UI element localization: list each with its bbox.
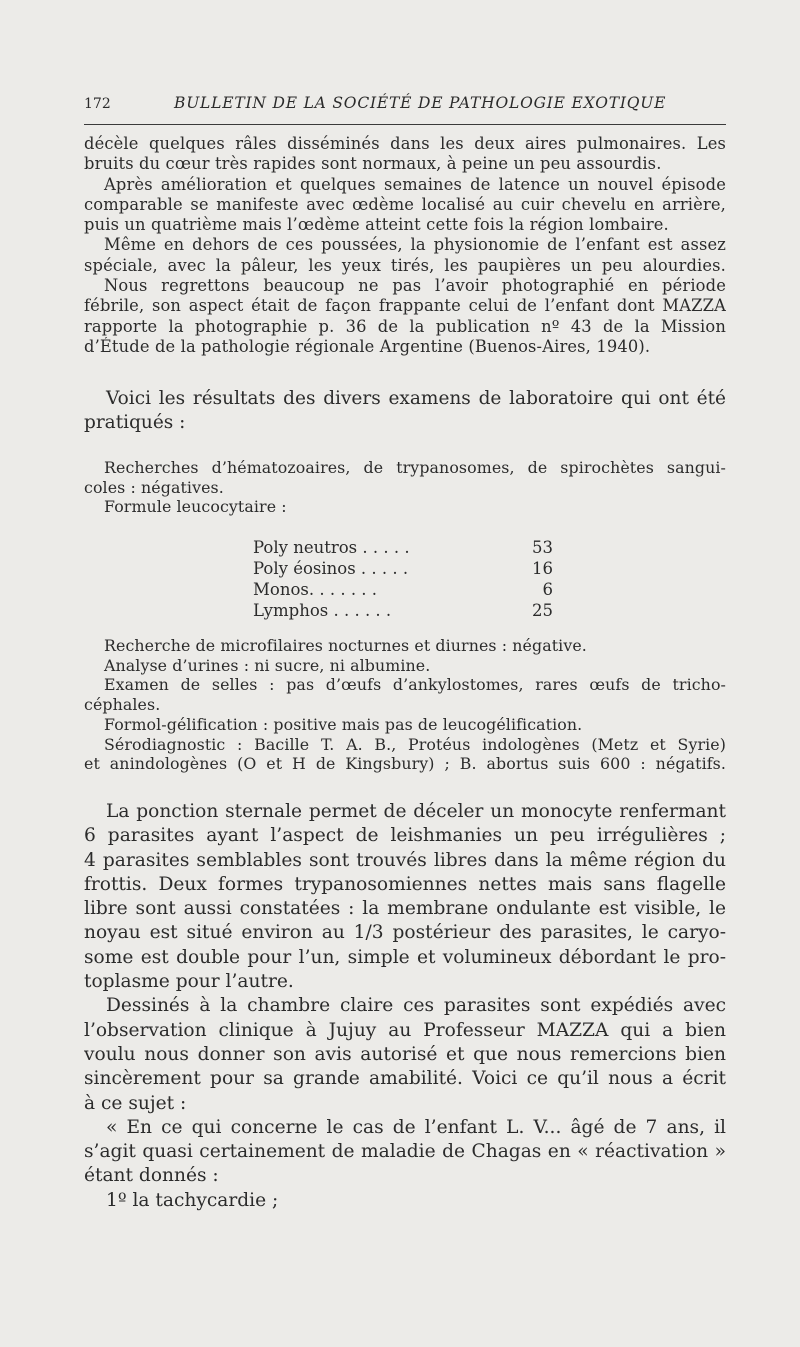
text-line: Formol-gélification : positive mais pas de leucogélification. — [104, 714, 583, 734]
page-number: 172 — [84, 96, 111, 112]
table-row — [253, 559, 553, 580]
text-line: puis un quatrième mais l’œdème atteint cette fois la région lombaire. — [84, 215, 669, 235]
text-line: bruits du cœur très rapides sont normaux, à peine un peu assourdis. — [84, 154, 662, 174]
text-line: « En ce qui concerne le cas de l’enfant L. V... âgé de 7 ans, il — [106, 1116, 726, 1138]
leukocyte-formula-table — [253, 538, 553, 622]
text-line: La ponction sternale permet de déceler un monocyte renfermant — [106, 801, 726, 822]
text-line: Voici les résultats des divers examens de laboratoire qui ont été — [106, 388, 726, 409]
text-line: noyau est situé environ au 1/3 postérieur des parasites, le caryo- — [84, 922, 726, 944]
text-line: à ce sujet : — [84, 1092, 187, 1114]
text-line: some est double pour l’un, simple et volumineux débordant le pro- — [84, 946, 726, 968]
lab-results-rest — [84, 636, 726, 774]
text-line: décèle quelques râles disséminés dans les deux aires pulmonaires. Les — [84, 134, 726, 153]
text-line: fébrile, son aspect était de façon frappante celui de l’enfant dont MAZZA — [84, 296, 726, 316]
text-line: pratiqués : — [84, 411, 186, 433]
formula-value: 53 — [532, 538, 553, 557]
formula-label: Monos. . . . . . . — [253, 580, 378, 599]
text-line: 1º la tachycardie ; — [106, 1189, 279, 1211]
text-line: Nous regrettons beaucoup ne pas l’avoir photographié en période — [104, 276, 726, 296]
text-line: Dessinés à la chambre claire ces parasites sont expédiés avec — [106, 995, 726, 1017]
text-line: s’agit quasi certainement de maladie de Chagas en « réactivation » — [84, 1141, 726, 1163]
formula-value: 16 — [532, 559, 553, 578]
formula-label: Poly neutros . . . . . — [253, 538, 410, 557]
text-line: et anindologènes (O et H de Kingsbury) ; B. abortus suis 600 : négatifs. — [84, 754, 726, 774]
text-line: voulu nous donner son avis autorisé et que nous remercions bien — [84, 1043, 726, 1065]
text-line: comparable se manifeste avec œdème localisé au cuir chevelu en arrière, — [84, 194, 726, 214]
lab-results-intro — [84, 458, 726, 517]
text-line: Même en dehors de ces poussées, la physionomie de l’enfant est assez — [104, 235, 726, 255]
paragraph-sternal-puncture — [84, 800, 726, 1213]
paragraph-lab-intro — [84, 387, 726, 435]
text-line: d’Étude de la pathologie régionale Argentine (Buenos-Aires, 1940). — [84, 336, 651, 356]
text-line: spéciale, avec la pâleur, les yeux tirés, les paupières un peu alourdies. — [84, 255, 726, 275]
text-line: rapporte la photographie p. 36 de la publication nº 43 de la Mission — [84, 316, 726, 336]
table-row — [253, 601, 553, 622]
text-line: sincèrement pour sa grande amabilité. Voici ce qu’il nous a écrit — [84, 1068, 726, 1090]
running-header — [84, 94, 726, 125]
text-line: Analyse d’urines : ni sucre, ni albumine. — [104, 655, 431, 675]
paragraph-clinical — [84, 134, 726, 357]
text-line: Formule leucocytaire : — [104, 497, 287, 517]
text-line: Sérodiagnostic : Bacille T. A. B., Protéus indologènes (Metz et Syrie) — [104, 734, 726, 754]
text-line: céphales. — [84, 695, 161, 715]
text-line: Après amélioration et quelques semaines de latence un nouvel épisode — [104, 174, 726, 194]
text-line: 6 parasites ayant l’aspect de leishmanies un peu irrégulières ; — [84, 825, 726, 847]
text-line: étant donnés : — [84, 1165, 219, 1187]
table-row — [253, 580, 553, 601]
text-line: 4 parasites semblables sont trouvés libres dans la même région du — [84, 849, 726, 871]
text-line: frottis. Deux formes trypanosomiennes nettes mais sans flagelle — [84, 873, 726, 895]
text-line: l’observation clinique à Jujuy au Professeur MAZZA qui a bien — [84, 1019, 726, 1041]
text-line: Recherche de microfilaires nocturnes et diurnes : négative. — [104, 636, 587, 655]
text-line: Recherches d’hématozoaires, de trypanosomes, de spirochètes sangui- — [104, 458, 726, 477]
text-line: Examen de selles : pas d’œufs d’ankylostomes, rares œufs de tricho- — [104, 675, 726, 695]
text-line: toplasme pour l’autre. — [84, 971, 294, 993]
journal-title: BULLETIN DE LA SOCIÉTÉ DE PATHOLOGIE EXOTIQUE — [174, 94, 667, 112]
formula-value: 25 — [532, 601, 553, 620]
formula-label: Poly éosinos . . . . . — [253, 559, 409, 578]
formula-label: Lymphos . . . . . . — [253, 601, 392, 620]
text-line: libre sont aussi constatées : la membrane ondulante est visible, le — [84, 898, 726, 920]
table-row — [253, 538, 553, 559]
formula-value: 6 — [542, 580, 553, 599]
text-line: coles : négatives. — [84, 477, 224, 497]
